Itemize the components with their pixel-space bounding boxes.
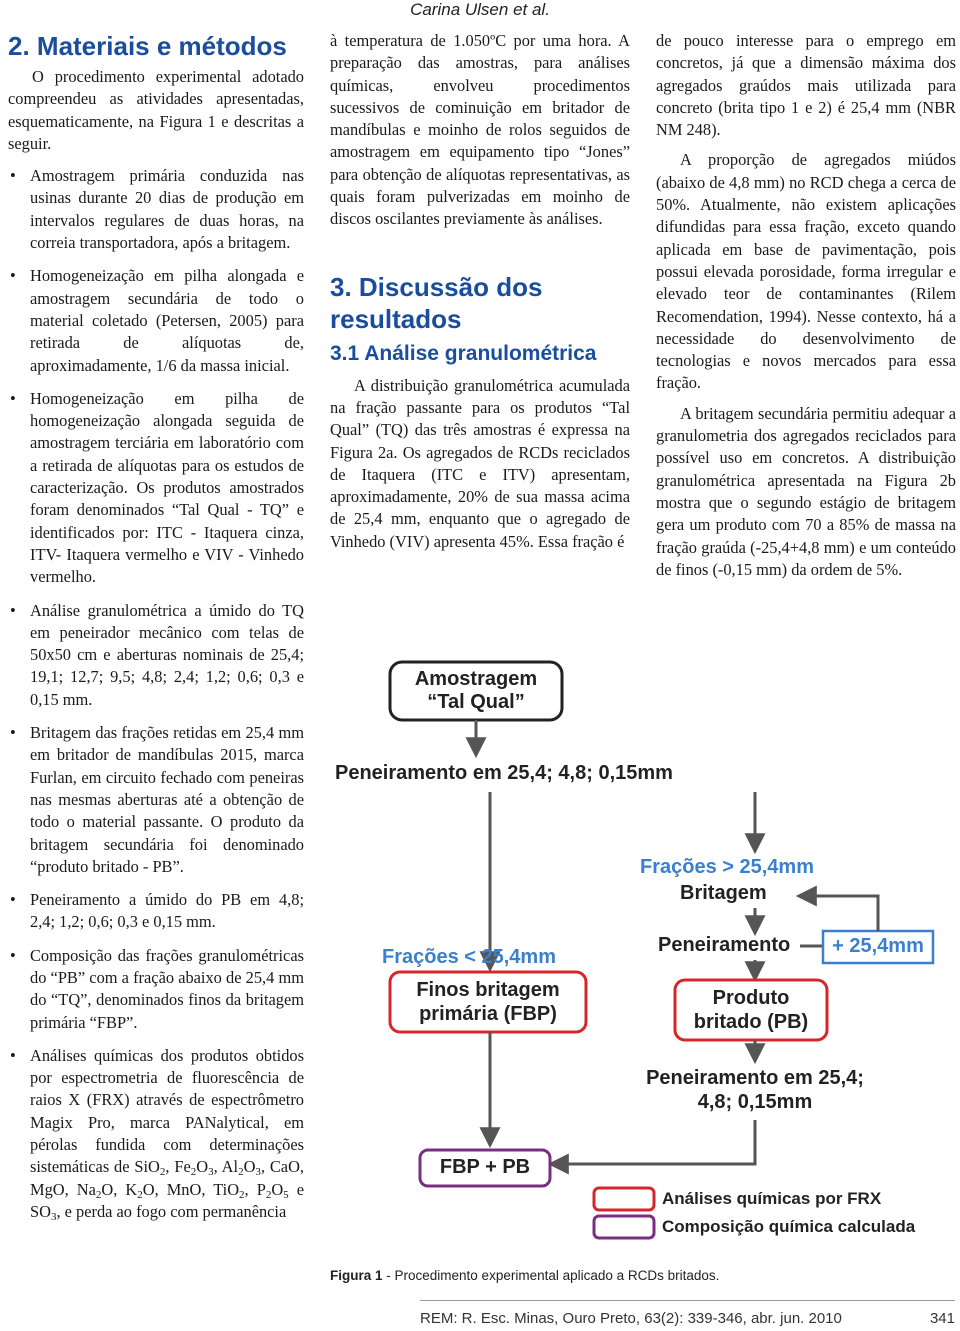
methods-continuation: à temperatura de 1.050ºC por uma hora. A preparação das amostras, para análises químicas, envolveu procedimentos sucessivos de cominuição em britador de mandíbulas e moinho de rolos seguidos de amostragem em equipamento tipo “Jones” para obtenção de alíquotas representativas, as quais foram pulverizadas em moinho de discos oscilantes previamente às análises. <box>330 31 630 229</box>
bullet-icon: • <box>10 600 16 620</box>
methods-bullet-list <box>8 165 304 1223</box>
paragraph: A proporção de agregados miúdos (abaixo de 4,8 mm) no RCD chega a cerca de 50%. Atualmente, não existem aplicações difundidas para essa fração, exceto quando aplicada em base de pavimentação, pois possui elevada porosidade, forma irregular e elevado teor de contaminantes (Rilem Recomendation, 1994). Nesse contexto, há a necessidade do desenvolvimento de tecnologias e novos mercados para essa fração. <box>656 150 956 393</box>
legend-purple-swatch <box>594 1216 654 1238</box>
list-item: • Composição das frações granulométricas do “PB” com a fração abaixo de 25,4 mm do “TQ”, denominados finos da britagem primária “FBP”. <box>10 945 304 1032</box>
section-3-title: 3. Discussão dos resultados <box>330 271 543 334</box>
amostragem-label: Amostragem “Tal Qual” <box>414 668 538 713</box>
figure-1-flowchart <box>330 650 955 1260</box>
subsection-3-1-paragraph: A distribuição granulométrica acumulada na fração passante para os produtos “Tal Qual” (TQ) das três amostras é expressa na Figura 2a. Os agregados de RCDs reciclados de Itaquera (ITC e ITV) apresentam, aproximadamente, 20% de sua massa acima de 25,4 mm, enquanto que o agregado de Vinhedo (VIV) apresenta 45%. Essa fração é <box>330 375 630 551</box>
list-item: • Homogeneização em pilha alongada e amostragem secundária de todo o material coletado (Petersen, 2005) para retirada de alíquotas de, aproximadamente, 1/6 da massa inicial. <box>10 266 304 375</box>
figure-caption: Figura 1 - Procedimento experimental aplicado a RCDs britados. <box>330 1268 720 1283</box>
list-item: • Homogeneização em pilha de homogeneização alongada seguida de amostragem terciária em laboratório com a retirada de alíquotas para os estudos de caracterização. Os produtos amostrados foram denominados “Tal Qual - TQ” e identificados por: ITC - Itaquera cinza, ITV- Itaquera vermelho e VIV - Vinhedo vermelho. <box>10 388 304 587</box>
list-item: • Peneiramento a úmido do PB em 4,8; 2,4; 1,2; 0,6; 0,3 e 0,15 mm. <box>10 890 304 932</box>
pb-label: Produto britado (PB) <box>693 987 809 1033</box>
column-1 <box>8 30 304 1234</box>
list-item: • Amostragem primária conduzida nas usinas durante 20 dias de produção em intervalos regulares de duas horas, na correia transportadora, após a britagem. <box>10 166 304 253</box>
peneiramento-label: Peneiramento <box>658 934 791 956</box>
legend-red-label: Análises químicas por FRX <box>662 1189 882 1208</box>
fractions-below-label: Frações < 25,4mm <box>382 946 556 968</box>
fractions-above-label: Frações > 25,4mm <box>640 856 814 878</box>
bullet-icon: • <box>10 723 16 743</box>
subsection-3-1-title: 3.1 Análise granulométrica <box>330 341 597 365</box>
screen-2-label: Peneiramento em 25,4; 4,8; 0,15mm <box>646 1067 864 1113</box>
paragraph: A britagem secundária permitiu adequar a granulometria dos agregados reciclados para possível uso em concretos. A distribuição granulométrica apresentada na Figura 2b mostra que o segundo estágio de britagem gera um produto com 70 a 85% de massa na fração graúda (-25,4+4,8 mm) e um conteúdo de finos (-0,15 mm) da ordem de 5%. <box>656 403 956 579</box>
column-3 <box>656 30 956 581</box>
paragraph: de pouco interesse para o emprego em concretos, já que a dimensão máxima dos agregados graúdos mais utilizada para concreto (brita tipo 1 e 2) é 25,4 mm (NBR NM 248). <box>656 31 956 140</box>
bullet-icon: • <box>10 266 16 286</box>
bullet-icon: • <box>10 1045 16 1065</box>
list-item: • Britagem das frações retidas em 25,4 mm em britador de mandíbulas 2015, marca Furlan, em circuito fechado com peneiras nas mesmas aberturas até a obtenção de todo o material passante. O produto da britagem secundária foi denominado “produto britado - PB”. <box>10 723 304 876</box>
page-number: 341 <box>929 1310 955 1327</box>
footer-divider <box>420 1300 955 1301</box>
section-2-title: 2. Materiais e métodos <box>8 31 287 61</box>
loop-arrow <box>800 896 878 931</box>
bullet-icon: • <box>10 388 16 408</box>
footer-journal-citation: REM: R. Esc. Minas, Ouro Preto, 63(2): 339-346, abr. jun. 2010 <box>420 1310 842 1327</box>
section-2-intro: O procedimento experimental adotado compreendeu as atividades apresentadas, esquematicamente, na Figura 1 e descritas a seguir. <box>8 67 304 153</box>
fbp-pb-label: FBP + PB <box>439 1156 531 1178</box>
fbp-label: Finos britagem primária (FBP) <box>416 979 560 1025</box>
list-item-chemical-analysis: • Análises químicas dos produtos obtidos por espectrometria de fluorescência de raios X (FRX) através de espectrômetro Magix Pro, marca PANalytical, em pérolas fundida com determinações sistemáticas de SiO$_2$, $Fe_2O_3$, $Al_2O_3$, CaO, MgO, $Na_2O$, $K_2O$, MnO, TiO$_2$, $P_2O_5$ e $SO_3$, e perda ao fogo com permanência <box>10 1045 305 1223</box>
running-header-authors: Carina Ulsen et al. <box>410 0 550 19</box>
arrow-8 <box>552 1120 755 1164</box>
bullet-icon: • <box>10 945 16 965</box>
bullet-icon: • <box>10 890 16 910</box>
screen-1-label: Peneiramento em 25,4; 4,8; 0,15mm <box>335 762 673 784</box>
britagem-label: Britagem <box>680 882 767 904</box>
list-item: • Análise granulométrica a úmido do TQ em peneirador mecânico com telas de 50x50 cm e aberturas nominais de 25,4; 19,1; 12,7; 9,5; 4,8; 2,4; 1,2; 0,6; 0,3 e 0,15 mm. <box>10 600 304 709</box>
plus-25-label: + 25,4mm <box>832 935 924 957</box>
column-2 <box>330 30 630 553</box>
bullet-icon: • <box>10 166 16 186</box>
legend-red-swatch <box>594 1188 654 1210</box>
legend-purple-label: Composição química calculada <box>662 1217 916 1236</box>
